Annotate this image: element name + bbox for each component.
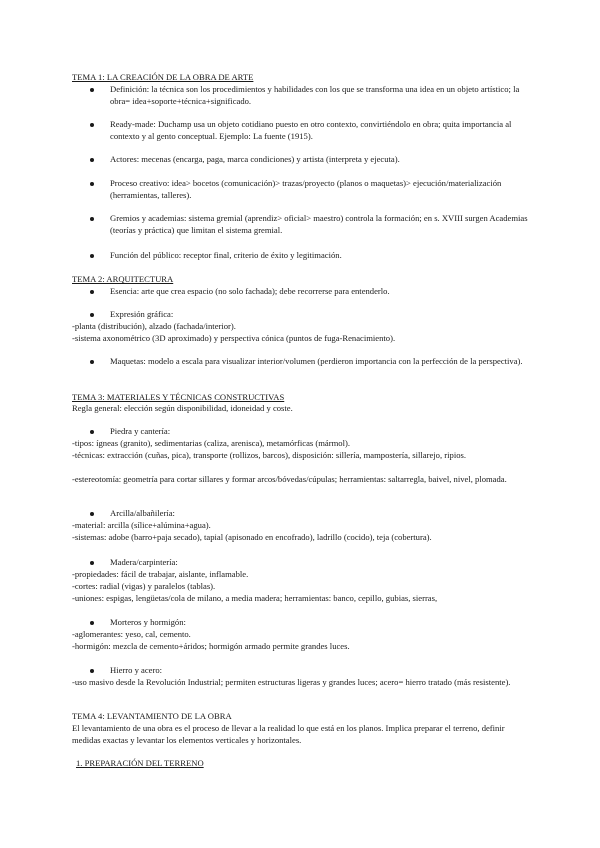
bullet-text: Actores: mecenas (encarga, paga, marca condiciones) y artista (interpreta y ejecuta).: [110, 154, 400, 164]
hierro-line-uso: -uso masivo desde la Revolución Industrial; permiten estructuras ligeras y grandes luces; acero= hierro tratado (más resistente).: [72, 677, 511, 687]
bullet-text: Madera/carpintería:: [110, 557, 178, 567]
bullet-text: Hierro y acero:: [110, 665, 163, 675]
piedra-line-estereotomia: -estereotomía: geometría para cortar sillares y formar arcos/bóvedas/cúpulas; herramientas: saltarregla, baivel, nivel, plomada.: [72, 474, 507, 484]
bullet-icon: [90, 621, 94, 625]
tema1-bullet-publico: [72, 250, 532, 262]
tema2-line-planta: -planta (distribución), alzado (fachada/interior).: [72, 321, 236, 331]
tema2-bullet-esencia: [72, 286, 532, 298]
tema4-subheading: 1. PREPARACIÓN DEL TERRENO: [76, 758, 204, 768]
bullet-icon: [90, 88, 94, 92]
tema1-bullet-definicion: [72, 84, 532, 107]
bullet-text: Esencia: arte que crea espacio (no solo fachada); debe recorrerse para entenderlo.: [110, 286, 390, 296]
piedra-line-tipos: -tipos: ígneas (granito), sedimentarias (caliza, arenisca), metamórficas (mármol).: [72, 438, 350, 448]
tema3-bullet-morteros: [72, 617, 532, 629]
tema3-bullet-hierro: [72, 665, 532, 677]
tema3-bullet-piedra: [72, 426, 532, 438]
bullet-icon: [90, 360, 94, 364]
tema3-intro: Regla general: elección según disponibilidad, idoneidad y coste.: [72, 403, 293, 413]
bullet-text: Expresión gráfica:: [110, 309, 174, 319]
bullet-text: Definición: la técnica son los procedimientos y habilidades con los que se transforma una idea en un objeto artístico; la obra= idea+soporte+técnica+significado.: [110, 84, 520, 106]
tema4-heading: TEMA 4: LEVANTAMIENTO DE LA OBRA: [72, 711, 232, 721]
bullet-icon: [90, 313, 94, 317]
tema1-bullet-proceso: [72, 178, 532, 201]
bullet-icon: [90, 512, 94, 516]
tema2-line-sistema: -sistema axonométrico (3D aproximado) y perspectiva cónica (puntos de fuga-Renacimiento).: [72, 333, 396, 343]
bullet-icon: [90, 430, 94, 434]
bullet-text: Arcilla/albañilería:: [110, 508, 175, 518]
bullet-text: Maquetas: modelo a escala para visualizar interior/volumen (perdieron importancia con la perfección de la perspectiva).: [110, 356, 523, 366]
bullet-icon: [90, 123, 94, 127]
tema1-bullet-gremios: [72, 213, 532, 236]
bullet-icon: [90, 158, 94, 162]
arcilla-line-material: -material: arcilla (sílice+alúmina+agua).: [72, 520, 211, 530]
tema2-bullet-expresion-grafica: [72, 309, 532, 321]
madera-line-uniones: -uniones: espigas, lengüetas/cola de milano, a media madera; herramientas: banco, cepillo, gubias, sierras,: [72, 593, 438, 603]
tema4-paragraph: El levantamiento de una obra es el proceso de llevar a la realidad lo que está en los planos. Implica preparar el terreno, definir medidas exactas y levantar los elementos verticales y horizontales.: [72, 723, 505, 745]
bullet-icon: [90, 182, 94, 186]
bullet-icon: [90, 290, 94, 294]
morteros-line-aglomerantes: -aglomerantes: yeso, cal, cemento.: [72, 629, 191, 639]
tema3-bullet-arcilla: [72, 508, 532, 520]
tema2-bullet-maquetas: [72, 356, 532, 368]
bullet-icon: [90, 254, 94, 258]
bullet-icon: [90, 217, 94, 221]
morteros-line-hormigon: -hormigón: mezcla de cemento+áridos; hormigón armado permite grandes luces.: [72, 641, 350, 651]
madera-line-propiedades: -propiedades: fácil de trabajar, aislante, inflamable.: [72, 569, 249, 579]
tema2-heading: TEMA 2: ARQUITECTURA: [72, 274, 174, 284]
bullet-text: Ready-made: Duchamp usa un objeto cotidiano puesto en otro contexto, convirtiéndolo en obra; quita importancia al contexto y al gento conceptual. Ejemplo: La fuente (1915).: [110, 119, 512, 141]
arcilla-line-sistemas: -sistemas: adobe (barro+paja secado), tapial (apisonado en encofrado), ladrillo (cocido), teja (cobertura).: [72, 532, 432, 542]
tema3-heading: TEMA 3: MATERIALES Y TÉCNICAS CONSTRUCTIVAS: [72, 392, 285, 402]
tema3-bullet-madera: [72, 557, 532, 569]
bullet-text: Función del público: receptor final, criterio de éxito y legitimación.: [110, 250, 342, 260]
tema1-heading: TEMA 1: LA CREACIÓN DE LA OBRA DE ARTE: [72, 72, 254, 82]
piedra-line-tecnicas: -técnicas: extracción (cuñas, pica), transporte (rollizos, barcos), disposición: sillería, mampostería, sillarejo, ripios.: [72, 450, 466, 460]
bullet-text: Gremios y academias: sistema gremial (aprendiz> oficial> maestro) controla la formación; en s. XVIII surgen Academias (teorías y práctica) que limitan el sistema gremial.: [110, 213, 528, 235]
bullet-text: Proceso creativo: idea> bocetos (comunicación)> trazas/proyecto (planos o maquetas)> ejecución/materialización (herramientas, talleres).: [110, 178, 502, 200]
madera-line-cortes: -cortes: radial (vigas) y paralelos (tablas).: [72, 581, 216, 591]
bullet-text: Piedra y cantería:: [110, 426, 171, 436]
bullet-icon: [90, 669, 94, 673]
tema1-bullet-actores: [72, 154, 532, 166]
bullet-text: Morteros y hormigón:: [110, 617, 186, 627]
tema1-bullet-ready-made: [72, 119, 532, 142]
bullet-icon: [90, 561, 94, 565]
